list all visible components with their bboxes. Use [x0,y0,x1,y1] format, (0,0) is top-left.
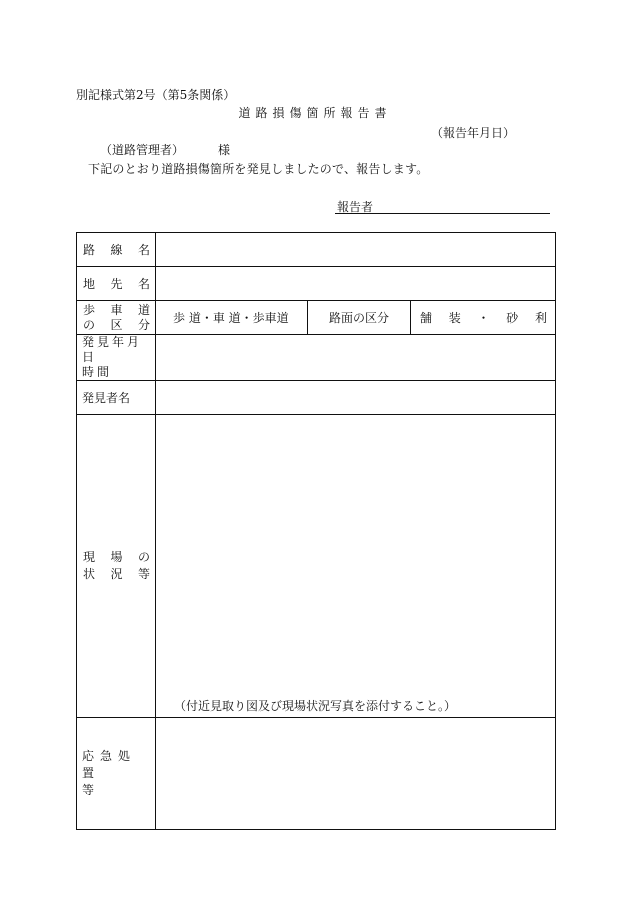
honorific-label: 様 [218,143,231,157]
location-field[interactable] [156,267,556,301]
walkway-options[interactable] [156,301,308,334]
site-status-field[interactable] [156,415,556,718]
document-title: 道路損傷箇所報告書 [238,106,392,120]
emergency-measures-line: 応急処置 [82,749,137,780]
found-datetime-label [77,335,156,381]
site-status-char: 現 [83,550,96,564]
surface-option-char: 装 [448,311,461,325]
location-char: 先 [110,277,123,291]
walkway-char: 分 [137,317,150,332]
addressee-label: （道路管理者） [100,143,185,157]
site-status-char: 等 [137,567,150,581]
walkway-surface-cell [156,301,556,335]
report-date-label: （報告年月日） [431,126,516,140]
row-route-name [77,233,556,267]
walkway-char: 歩 [83,302,96,317]
row-location [77,267,556,301]
site-status-char: 状 [83,567,96,581]
location-char: 名 [137,277,150,291]
row-emergency-measures [77,718,556,830]
walkway-options-text: 歩 道・車 道・歩車道 [173,311,289,325]
route-name-label [77,233,156,267]
surface-option-char: 砂 [506,311,519,325]
attachment-note: （付近見取り図及び現場状況写真を添付すること。） [174,699,457,713]
site-status-char: 場 [110,550,123,564]
surface-option-char: ・ [477,311,490,325]
site-status-label [77,415,156,718]
walkway-char: 区 [110,317,123,332]
surface-type-text: 路面の区分 [328,311,389,325]
location-char: 地 [83,277,96,291]
walkway-char: の [83,317,96,332]
location-label [77,267,156,301]
intro-text: 下記のとおり道路損傷箇所を発見しましたので、報告します。 [88,162,429,176]
site-status-char: 況 [110,567,123,581]
surface-type-label [308,301,411,334]
surface-options[interactable] [411,301,555,334]
finder-name-text: 発見者名 [82,391,131,405]
found-datetime-line: 発見年月日 [82,335,143,364]
row-walkway-type [77,301,556,335]
walkway-char: 道 [137,302,150,317]
report-form-table [76,232,556,830]
route-name-char: 名 [137,243,150,257]
emergency-measures-line: 等 [82,783,101,797]
emergency-measures-label [77,718,156,830]
row-site-status [77,415,556,718]
walkway-char: 車 [110,302,123,317]
walkway-type-label [77,301,156,335]
form-number-label: 別記様式第2号（第5条関係） [76,88,236,102]
reporter-signature-line[interactable] [335,213,550,214]
found-datetime-field[interactable] [156,335,556,381]
row-found-datetime [77,335,556,381]
emergency-measures-field[interactable] [156,718,556,830]
surface-option-char: 舗 [420,311,433,325]
found-datetime-line: 時間 [82,365,113,379]
surface-option-char: 利 [534,311,547,325]
finder-name-field[interactable] [156,381,556,415]
route-name-field[interactable] [156,233,556,267]
reporter-label: 報告者 [337,200,374,214]
row-finder-name [77,381,556,415]
site-status-char: の [137,550,150,564]
finder-name-label [77,381,156,415]
route-name-char: 線 [110,243,123,257]
route-name-char: 路 [83,243,96,257]
